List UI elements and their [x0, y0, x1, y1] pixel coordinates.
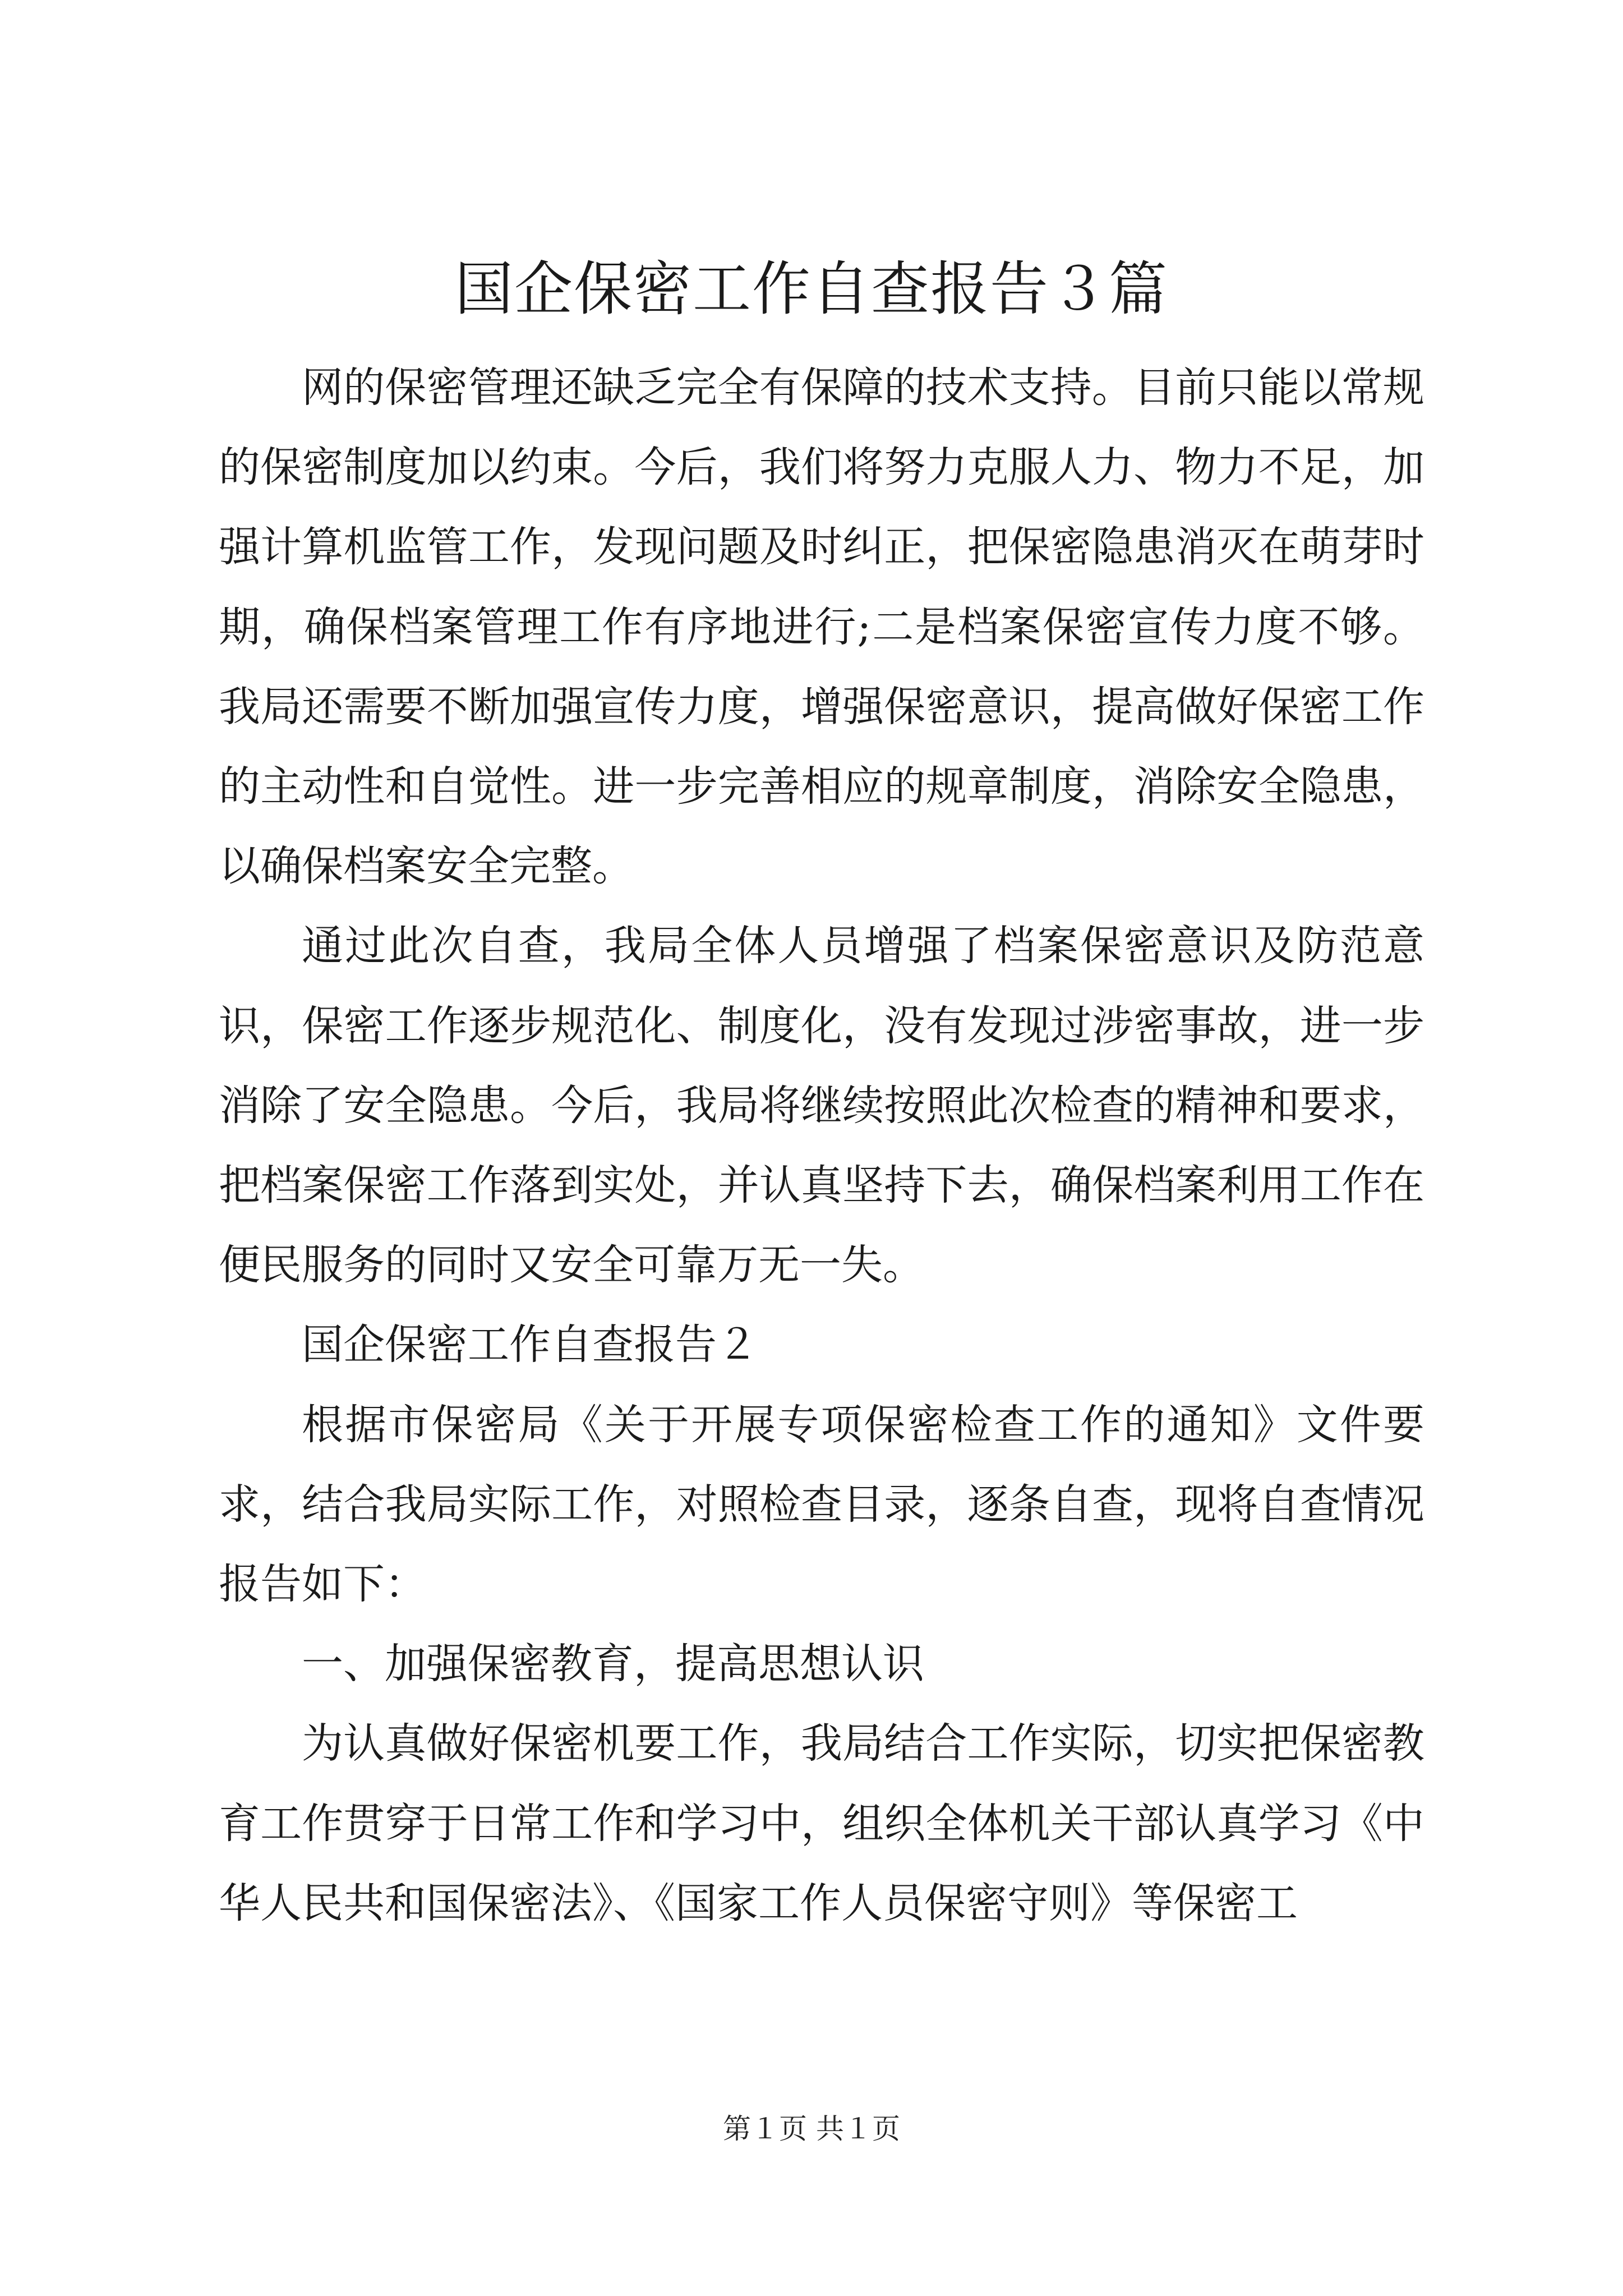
- paragraph-4: 为认真做好保密机要工作，我局结合工作实际，切实把保密教育工作贯穿于日常工作和学习中，组织全体机关干部认真学习《中华人民共和国保密法》、《国家工作人员保密守则》等保密工: [219, 1719, 1424, 1927]
- section-heading-1: 一、加强保密教育，提高思想认识: [302, 1640, 924, 1688]
- page-footer: 第１页 共１页: [723, 2113, 900, 2145]
- section-heading-report-2: 国企保密工作自查报告２: [302, 1320, 758, 1369]
- paragraph-3: 根据市保密局《关于开展专项保密检查工作的通知》文件要求，结合我局实际工作，对照检查目录，逐条自查，现将自查情况报告如下：: [219, 1400, 1424, 1609]
- paragraph-2: 通过此次自查，我局全体人员增强了档案保密意识及防范意识，保密工作逐步规范化、制度化，没有发现过涉密事故，进一步消除了安全隐患。今后，我局将继续按照此次检查的精神和要求，把档案保密工作落到实处，并认真坚持下去，确保档案利用工作在便民服务的同时又安全可靠万无一失。: [219, 922, 1424, 1290]
- document-body: [219, 348, 1424, 1943]
- paragraph-1: 网的保密管理还缺乏完全有保障的技术支持。目前只能以常规的保密制度加以约束。今后，我们将努力克服人力、物力不足，加强计算机监管工作，发现问题及时纠正，把保密隐患消灭在萌芽时期，确保档案管理工作有序地进行;二是档案保密宣传力度不够。我局还需要不断加强宣传力度，增强保密意识，提高做好保密工作的主动性和自觉性。进一步完善相应的规章制度，消除安全隐患，以确保档案安全完整。: [219, 364, 1424, 891]
- document-title: 国企保密工作自查报告３篇: [454, 255, 1168, 323]
